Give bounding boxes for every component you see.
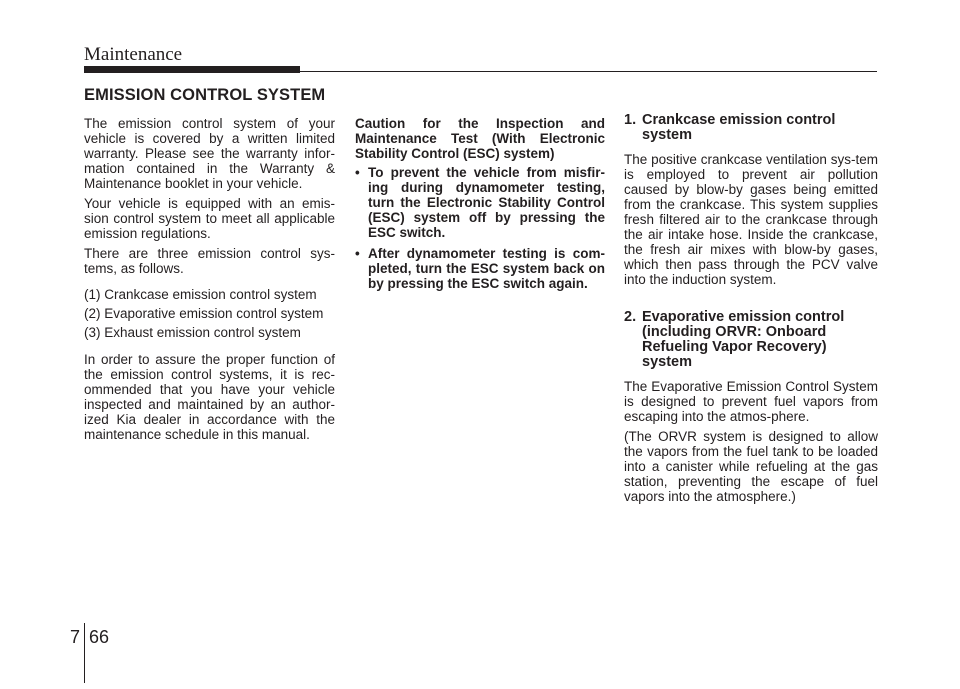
crankcase-heading (624, 113, 878, 143)
column-middle (355, 116, 605, 297)
evaporative-paragraph: The Evaporative Emission Control System is designed to prevent fuel vapors from escaping into the atmos-phere. (624, 379, 878, 424)
header-rule-thin (300, 71, 877, 72)
bullet-icon: • (355, 246, 360, 261)
closing-paragraph: In order to assure the proper function of the emission control systems, it is rec-ommended that you have your vehicle inspected and maintained by an author-ized Kia dealer in accordance with the maintenance schedule in this manual. (84, 352, 335, 442)
intro-paragraph: The emission control system of your vehicle is covered by a written limited warranty. Please see the warranty infor-mation contained in the Warranty & Maintenance booklet in your vehicle. (84, 116, 335, 191)
heading-line: Crankcase emission control (642, 112, 836, 128)
equipment-paragraph: Your vehicle is equipped with an emis-sion control system to meet all applicable emission regulations. (84, 196, 335, 241)
heading-line: Evaporative emission control (642, 309, 845, 325)
crankcase-paragraph: The positive crankcase ventilation sys-tem is employed to prevent air pollution caused by blow-by gases being emitted from the crankcase. This system supplies fresh filtered air to the crankcase through the air intake hose. Inside the crankcase, the fresh air mixes with blow-by gases, which then pass through the PCV valve into the induction system. (624, 152, 878, 287)
heading-line: Refueling Vapor Recovery) (642, 339, 827, 355)
caution-list (355, 165, 605, 291)
page-header-title: Maintenance (84, 44, 183, 65)
caution-bullet-item (355, 246, 605, 291)
chapter-number: 7 (70, 627, 81, 647)
orvr-paragraph: (The ORVR system is designed to allow the vapors from the fuel tank to be loaded into a canister while refueling at the gas station, preventing the escape of fuel vapors into the atmosphere.) (624, 429, 878, 504)
page-number: 66 (89, 627, 110, 647)
list-item: (1) Crankcase emission control system (84, 287, 317, 302)
bullet-icon: • (355, 165, 360, 180)
list-item: (2) Evaporative emission control system (84, 306, 324, 321)
footer-separator (84, 623, 85, 683)
caution-bullet-text: After dynamometer testing is com-pleted, turn the ESC system back on by pressing the ESC switch again. (368, 246, 605, 291)
header-rule-thick (84, 66, 300, 73)
list-item: (3) Exhaust emission control system (84, 325, 301, 340)
heading-number: 1. (624, 112, 637, 128)
caution-title: Caution for the Inspection and Maintenance Test (With Electronic Stability Control (ESC) system) (355, 116, 605, 161)
caution-bullet-item (355, 165, 605, 240)
evaporative-heading (624, 310, 878, 370)
heading-number: 2. (624, 309, 637, 325)
heading-line: system (642, 127, 692, 143)
heading-line: system (642, 354, 692, 370)
caution-bullet-text: To prevent the vehicle from misfir-ing during dynamometer testing, turn the Electronic Stability Control (ESC) system off by pressing the ESC switch. (368, 165, 605, 240)
section-title: EMISSION CONTROL SYSTEM (84, 86, 326, 104)
heading-line: (including ORVR: Onboard (642, 324, 827, 340)
column-left (84, 116, 335, 447)
column-right (624, 113, 878, 509)
systems-intro-paragraph: There are three emission control sys-tems, as follows. (84, 246, 335, 276)
